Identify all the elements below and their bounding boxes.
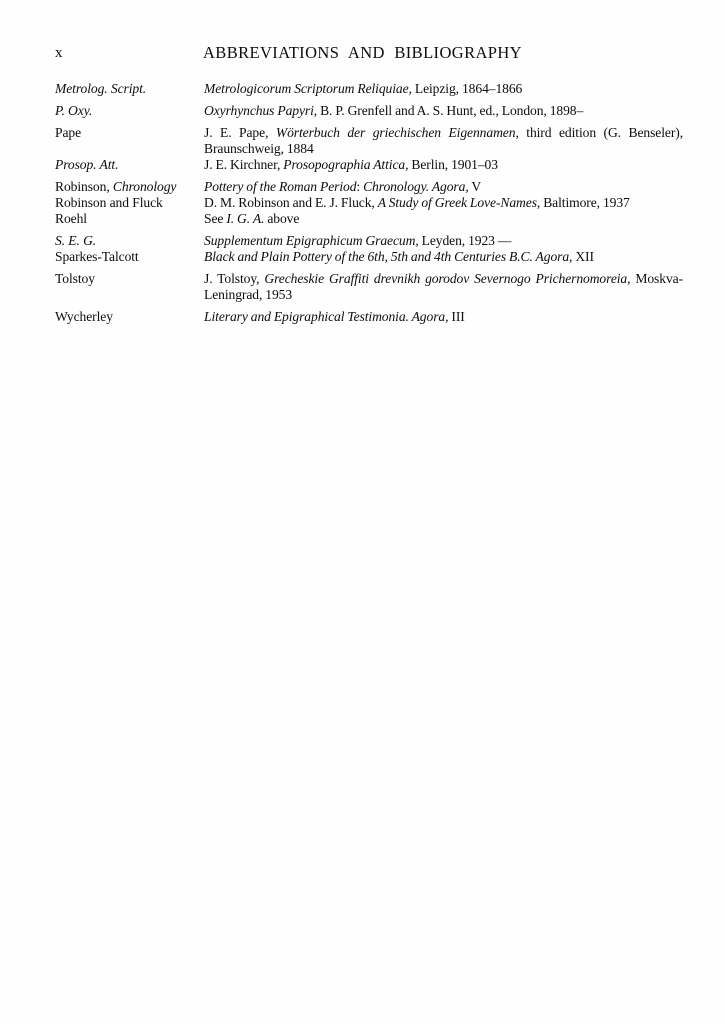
entry-reference: Literary and Epigraphical Testimonia. Agora, III bbox=[204, 309, 465, 324]
bibliography-list bbox=[55, 81, 683, 325]
entry-abbreviation: Pape bbox=[55, 125, 82, 140]
bibliography-entry bbox=[55, 179, 683, 195]
bibliography-entry bbox=[55, 81, 683, 97]
entry-reference: D. M. Robinson and E. J. Fluck, A Study of Greek Love-Names, Baltimore, 1937 bbox=[204, 195, 630, 210]
entry-reference: J. E. Kirchner, Prosopographia Attica, Berlin, 1901–03 bbox=[204, 157, 498, 172]
entry-abbreviation: Metrolog. Script. bbox=[55, 81, 147, 96]
entry-reference: Black and Plain Pottery of the 6th, 5th and 4th Centuries B.C. Agora, XII bbox=[204, 249, 594, 264]
bibliography-entry bbox=[55, 309, 683, 325]
entry-reference: Oxyrhynchus Papyri, B. P. Grenfell and A. S. Hunt, ed., London, 1898– bbox=[204, 103, 584, 118]
entry-abbreviation: S. E. G. bbox=[55, 233, 97, 248]
bibliography-entry bbox=[55, 211, 683, 227]
bibliography-entry bbox=[55, 195, 683, 211]
entry-abbreviation: Robinson and Fluck bbox=[55, 195, 163, 210]
bibliography-entry bbox=[55, 233, 683, 249]
entry-reference: Supplementum Epigraphicum Graecum, Leyden, 1923 — bbox=[204, 233, 512, 248]
entry-abbreviation: Robinson, Chronology bbox=[55, 179, 177, 194]
entry-abbreviation: Tolstoy bbox=[55, 271, 95, 286]
entry-abbreviation: P. Oxy. bbox=[55, 103, 93, 118]
entry-reference: J. Tolstoy, Grecheskie Graffiti drevnikh gorodov Severnogo Prichernomoreia, Moskva-Leningrad, 1953 bbox=[204, 271, 683, 302]
bibliography-entry bbox=[55, 249, 683, 265]
bibliography-entry bbox=[55, 125, 683, 157]
entry-abbreviation: Wycherley bbox=[55, 309, 113, 324]
entry-abbreviation: Prosop. Att. bbox=[55, 157, 119, 172]
entry-abbreviation: Sparkes-Talcott bbox=[55, 249, 139, 264]
entry-reference: Metrologicorum Scriptorum Reliquiae, Leipzig, 1864–1866 bbox=[204, 81, 523, 96]
bibliography-entry bbox=[55, 103, 683, 119]
entry-reference: See I. G. A. above bbox=[204, 211, 300, 226]
page-title: ABBREVIATIONS AND BIBLIOGRAPHY bbox=[202, 43, 523, 62]
page-number: x bbox=[55, 45, 63, 61]
bibliography-entry bbox=[55, 157, 683, 173]
bibliography-entry bbox=[55, 271, 683, 303]
entry-abbreviation: Roehl bbox=[55, 211, 87, 226]
entry-reference: J. E. Pape, Wörterbuch der griechischen Eigennamen, third edition (G. Benseler), Braunschweig, 1884 bbox=[204, 125, 683, 156]
entry-reference: Pottery of the Roman Period: Chronology. Agora, V bbox=[204, 179, 482, 194]
